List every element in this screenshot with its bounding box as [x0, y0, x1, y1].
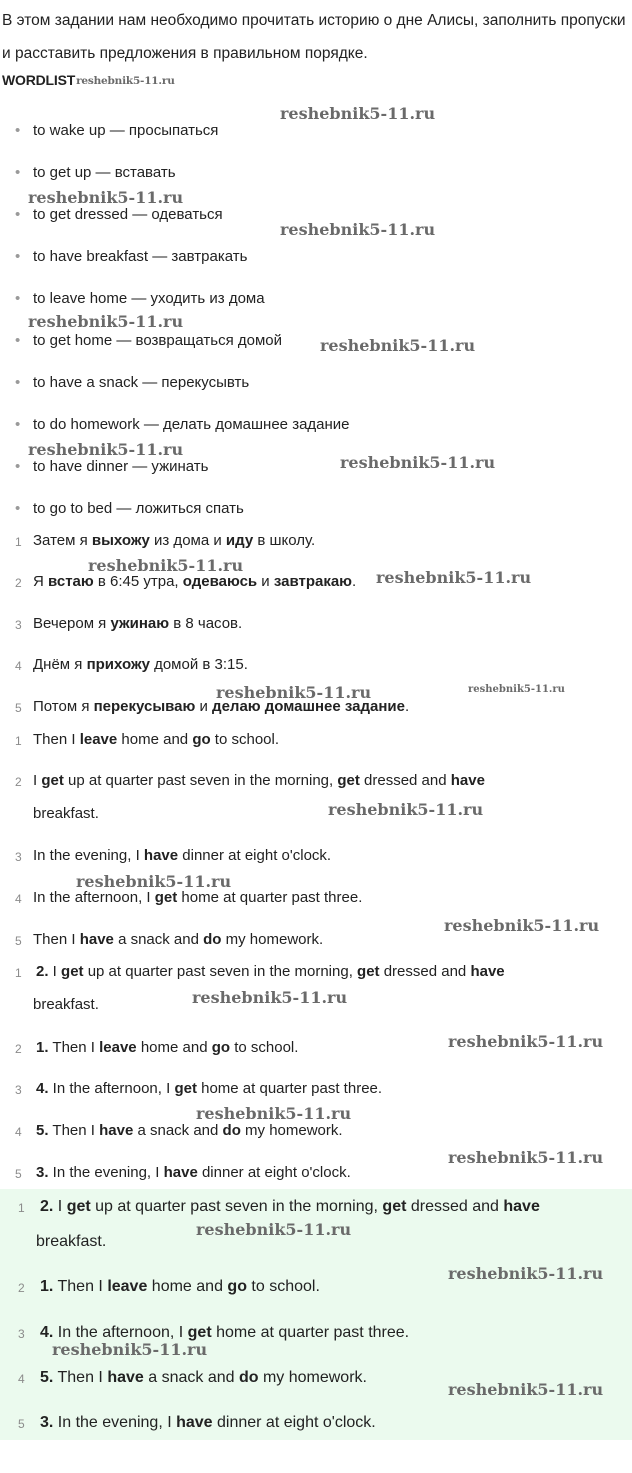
bold-fragment: go [211, 1039, 231, 1056]
watermark: reshebnik5-11.ru [376, 568, 532, 587]
bold-fragment: have [503, 1198, 540, 1215]
wordlist-title: WORDLIST [2, 72, 76, 88]
item-text: Я встаю в 6:45 утра, одеваюсь и завтракаю. [33, 573, 357, 590]
item-text: 1. Then I leave home and go to school. [36, 1039, 299, 1056]
list-item [15, 248, 247, 265]
watermark: reshebnik5-11.ru [320, 336, 476, 355]
watermark: reshebnik5-11.ru [444, 916, 600, 935]
list-item [15, 122, 218, 139]
item-text: 2. I get up at quarter past seven in the morning, get dressed and have [40, 1198, 540, 1215]
bold-fragment: перекусываю [93, 698, 196, 715]
item-text: Then I have a snack and do my homework. [33, 931, 324, 948]
item-number: 5 [15, 1167, 22, 1181]
bold-fragment: 4. [40, 1324, 54, 1341]
bold-fragment: 5. [40, 1369, 54, 1386]
bold-fragment: do [222, 1122, 241, 1139]
list-item [15, 458, 208, 475]
item-number: 5 [15, 934, 22, 948]
bold-fragment: 3. [40, 1414, 54, 1431]
item-number: 3 [15, 1083, 22, 1097]
item-text: Вечером я ужинаю в 8 часов. [33, 615, 243, 632]
watermark: reshebnik5-11.ru [448, 1264, 604, 1283]
bold-fragment: 1. [36, 1039, 49, 1056]
watermark: reshebnik5-11.ru [216, 683, 372, 702]
word-text: to go to bed — ложиться спать [33, 500, 244, 517]
item-number: 4 [15, 892, 22, 906]
bold-fragment: 5. [36, 1122, 49, 1139]
item-number: 4 [15, 659, 22, 673]
item-text: 4. In the afternoon, I get home at quarter past three. [40, 1324, 410, 1341]
watermark: reshebnik5-11.ru [448, 1148, 604, 1167]
item-text: 3. In the evening, I have dinner at eight o'clock. [36, 1164, 351, 1181]
bullet-icon: • [15, 458, 21, 475]
bold-fragment: 3. [36, 1164, 49, 1181]
bold-fragment: have [143, 847, 179, 864]
list-item [15, 500, 244, 517]
word-text: to leave home — уходить из дома [33, 290, 265, 307]
bold-fragment: leave [107, 1278, 148, 1295]
item-number: 1 [15, 734, 22, 748]
bold-fragment: get [337, 772, 360, 789]
watermark: reshebnik5-11.ru [340, 453, 496, 472]
intro-text: В этом задании нам необходимо прочитать историю о дне Алисы, заполнить пропуски и расставить предложения в правильном порядке. [2, 12, 626, 62]
item-text: Днём я прихожу домой в 3:15. [33, 656, 248, 673]
bold-fragment: 2. [36, 963, 49, 980]
bold-fragment: делаю домашнее задание [212, 698, 405, 715]
bold-fragment: leave [99, 1039, 137, 1056]
bold-fragment: выхожу [91, 532, 150, 549]
bullet-icon: • [15, 248, 21, 265]
word-text: to have dinner — ужинать [33, 458, 209, 475]
list-item [15, 164, 176, 181]
bold-fragment: ужинаю [110, 615, 170, 632]
item-text: In the afternoon, I get home at quarter past three. [33, 889, 363, 906]
item-text: 1. Then I leave home and go to school. [40, 1278, 320, 1295]
bullet-icon: • [15, 332, 21, 349]
bold-fragment: 4. [36, 1080, 49, 1097]
bold-fragment: одеваюсь [182, 573, 258, 590]
watermark: reshebnik5-11.ru [196, 1220, 352, 1239]
bold-fragment: get [174, 1080, 197, 1097]
watermark: reshebnik5-11.ru [76, 75, 175, 87]
item-text: Потом я перекусываю и делаю домашнее задание. [33, 698, 410, 715]
bold-fragment: get [382, 1198, 407, 1215]
item-text: Then I leave home and go to school. [33, 731, 280, 748]
bold-fragment: get [154, 889, 178, 906]
item-number: 2 [15, 576, 22, 590]
watermark: reshebnik5-11.ru [448, 1380, 604, 1399]
bold-fragment: get [357, 963, 380, 980]
bold-fragment: do [238, 1369, 259, 1386]
bold-fragment: have [176, 1414, 213, 1431]
bullet-icon: • [15, 290, 21, 307]
item-number: 1 [15, 966, 22, 980]
watermark: reshebnik5-11.ru [280, 220, 436, 239]
bold-fragment: have [107, 1369, 144, 1386]
bold-fragment: get [66, 1198, 91, 1215]
bold-fragment: прихожу [86, 656, 150, 673]
item-number: 2 [15, 775, 22, 789]
item-text: 5. Then I have a snack and do my homework. [36, 1122, 343, 1139]
watermark: reshebnik5-11.ru [52, 1340, 208, 1359]
bold-fragment: get [61, 963, 84, 980]
word-text: to have a snack — перекусывть [33, 374, 250, 391]
list-item [15, 416, 350, 433]
word-text: to wake up — просыпаться [33, 122, 219, 139]
watermark: reshebnik5-11.ru [280, 104, 436, 123]
bold-fragment: go [192, 731, 211, 748]
wordlist-heading [2, 72, 175, 88]
item-number: 5 [18, 1417, 25, 1431]
bold-fragment: 2. [40, 1198, 54, 1215]
bullet-icon: • [15, 122, 21, 139]
list-item [15, 206, 223, 223]
bold-fragment: get [41, 772, 64, 789]
bold-fragment: have [99, 1122, 134, 1139]
watermark: reshebnik5-11.ru [28, 312, 184, 331]
word-text: to get dressed — одеваться [33, 206, 223, 223]
bold-fragment: have [470, 963, 505, 980]
item-number: 5 [15, 701, 22, 715]
item-number: 2 [15, 1042, 22, 1056]
watermark: reshebnik5-11.ru [196, 1104, 352, 1123]
item-text: I get up at quarter past seven in the morning, get dressed and have [33, 772, 485, 789]
item-text: 2. I get up at quarter past seven in the morning, get dressed and have [36, 963, 505, 980]
list-item [15, 332, 282, 349]
watermark: reshebnik5-11.ru [468, 684, 565, 695]
bold-fragment: get [187, 1324, 212, 1341]
item-text: 5. Then I have a snack and do my homework. [40, 1369, 367, 1386]
item-number: 2 [18, 1281, 25, 1295]
item-text: Затем я выхожу из дома и иду в школу. [33, 532, 316, 549]
item-text: In the evening, I have dinner at eight o'clock. [33, 847, 332, 864]
bullet-icon: • [15, 500, 21, 517]
list-item [15, 290, 265, 307]
bold-fragment: иду [225, 532, 254, 549]
item-number: 3 [15, 850, 22, 864]
watermark: reshebnik5-11.ru [28, 440, 184, 459]
bold-fragment: go [227, 1278, 247, 1295]
bold-fragment: 1. [40, 1278, 54, 1295]
bullet-icon: • [15, 416, 21, 433]
watermark: reshebnik5-11.ru [28, 188, 184, 207]
item-number: 4 [18, 1372, 25, 1386]
bullet-icon: • [15, 374, 21, 391]
word-text: to get up — вставать [33, 164, 176, 181]
item-number: 1 [18, 1201, 25, 1215]
item-text-continuation: breakfast. [33, 805, 99, 822]
item-number: 4 [15, 1125, 22, 1139]
item-number: 1 [15, 535, 22, 549]
item-text-continuation: breakfast. [33, 996, 99, 1013]
bullet-icon: • [15, 164, 21, 181]
item-text-continuation: breakfast. [36, 1233, 107, 1250]
bold-fragment: have [163, 1164, 198, 1181]
watermark: reshebnik5-11.ru [88, 556, 244, 575]
bold-fragment: встаю [48, 573, 94, 590]
bold-fragment: have [450, 772, 485, 789]
bold-fragment: завтракаю [273, 573, 352, 590]
list-item [15, 374, 249, 391]
item-text: 3. In the evening, I have dinner at eight o'clock. [40, 1414, 376, 1431]
watermark: reshebnik5-11.ru [448, 1032, 604, 1051]
watermark: reshebnik5-11.ru [192, 988, 348, 1007]
bold-fragment: have [79, 931, 114, 948]
watermark: reshebnik5-11.ru [328, 800, 484, 819]
bold-fragment: do [203, 931, 222, 948]
item-text: 4. In the afternoon, I get home at quarter past three. [36, 1080, 383, 1097]
bold-fragment: leave [79, 731, 118, 748]
item-number: 3 [15, 618, 22, 632]
watermark: reshebnik5-11.ru [76, 872, 232, 891]
word-text: to do homework — делать домашнее задание [33, 416, 350, 433]
word-text: to get home — возвращаться домой [33, 332, 283, 349]
bullet-icon: • [15, 206, 21, 223]
word-text: to have breakfast — завтракать [33, 248, 248, 265]
item-number: 3 [18, 1327, 25, 1341]
